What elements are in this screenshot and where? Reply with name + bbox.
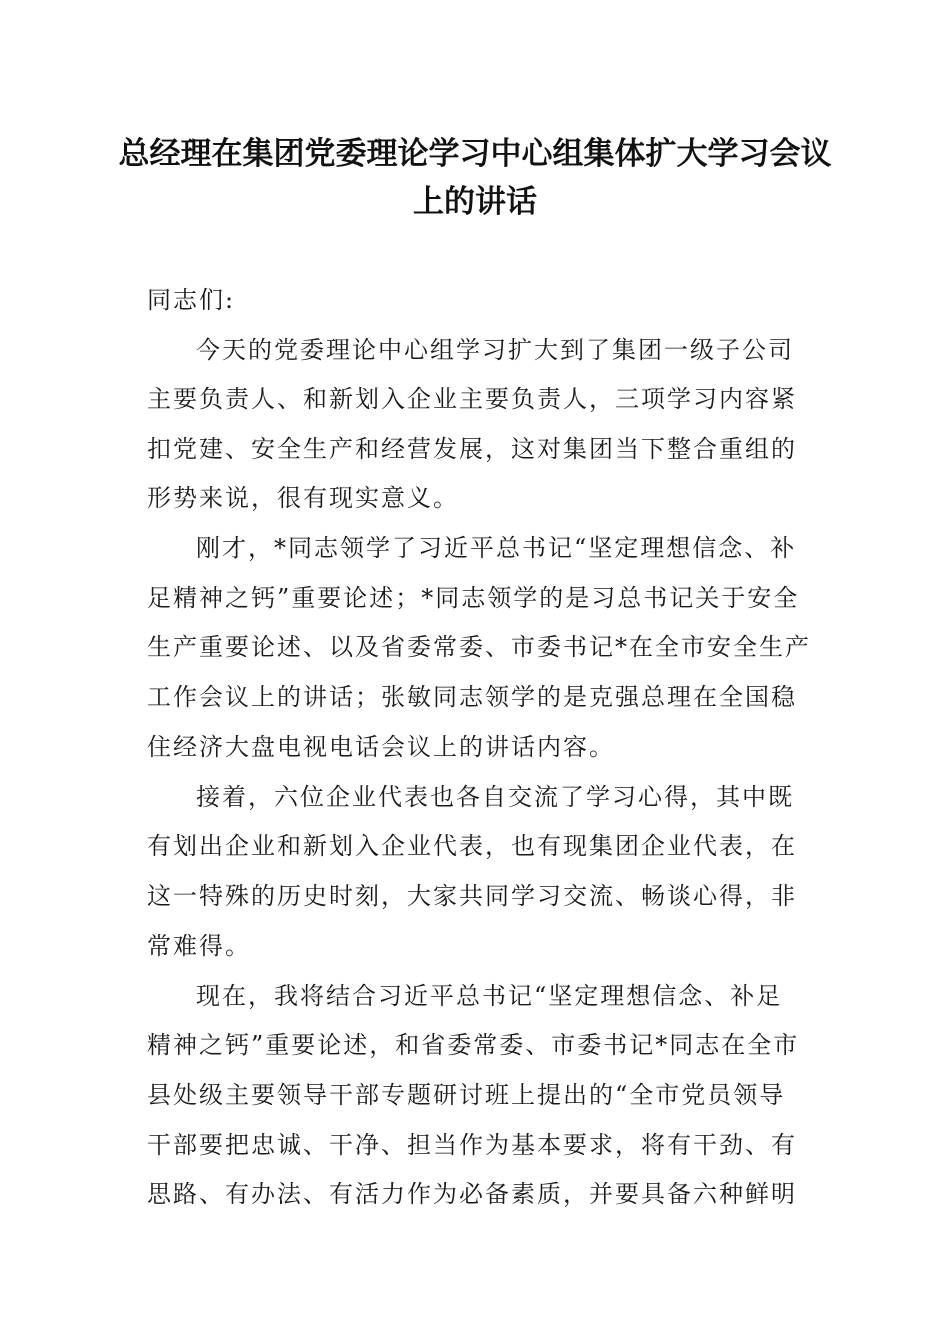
paragraph-4-line-3: 县处级主要领导干部专题研讨班上提出的“全市党员领导 [147, 1081, 786, 1109]
paragraph-1-line-1: 今天的党委理论中心组学习扩大到了集团一级子公司 [196, 336, 794, 364]
paragraph-2-line-1: 刚才，*同志领学了习近平总书记“坚定理想信念、补 [196, 534, 797, 562]
paragraph-3-line-3: 这一特殊的历史时刻，大家共同学习交流、畅谈心得，非 [147, 882, 797, 910]
paragraph-1-line-2: 主要负责人、和新划入企业主要负责人，三项学习内容紧 [147, 385, 797, 413]
paragraph-4-line-2: 精神之钙”重要论述，和省委常委、市委书记*同志在全市 [147, 1031, 800, 1059]
paragraph-2-line-3: 生产重要论述、以及省委常委、市委书记*在全市安全生产 [147, 633, 811, 661]
salutation: 同志们: [147, 286, 236, 314]
paragraph-3-line-4: 常难得。 [147, 932, 251, 960]
paragraph-3-line-2: 有划出企业和新划入企业代表，也有现集团企业代表，在 [147, 832, 797, 860]
paragraph-2-line-5: 住经济大盘电视电话会议上的讲话内容。 [147, 733, 615, 761]
paragraph-2-line-4: 工作会议上的讲话；张敏同志领学的是克强总理在全国稳 [147, 683, 797, 711]
paragraph-4-line-1: 现在，我将结合习近平总书记“坚定理想信念、补足 [196, 982, 783, 1010]
document-title-line-2: 上的讲话 [413, 184, 537, 220]
paragraph-1-line-4: 形势来说，很有现实意义。 [147, 484, 459, 512]
paragraph-4-line-4: 干部要把忠诚、干净、担当作为基本要求，将有干劲、有 [147, 1131, 797, 1159]
document-title-line-1: 总经理在集团党委理论学习中心组集体扩大学习会议 [118, 136, 832, 172]
paragraph-4-line-5: 思路、有办法、有活力作为必备素质，并要具备六种鲜明 [147, 1180, 797, 1208]
paragraph-3-line-1: 接着，六位企业代表也各自交流了学习心得，其中既 [196, 783, 794, 811]
paragraph-1-line-3: 扣党建、安全生产和经营发展，这对集团当下整合重组的 [147, 435, 797, 463]
paragraph-2-line-2: 足精神之钙”重要论述；*同志领学的是习总书记关于安全 [147, 584, 800, 612]
